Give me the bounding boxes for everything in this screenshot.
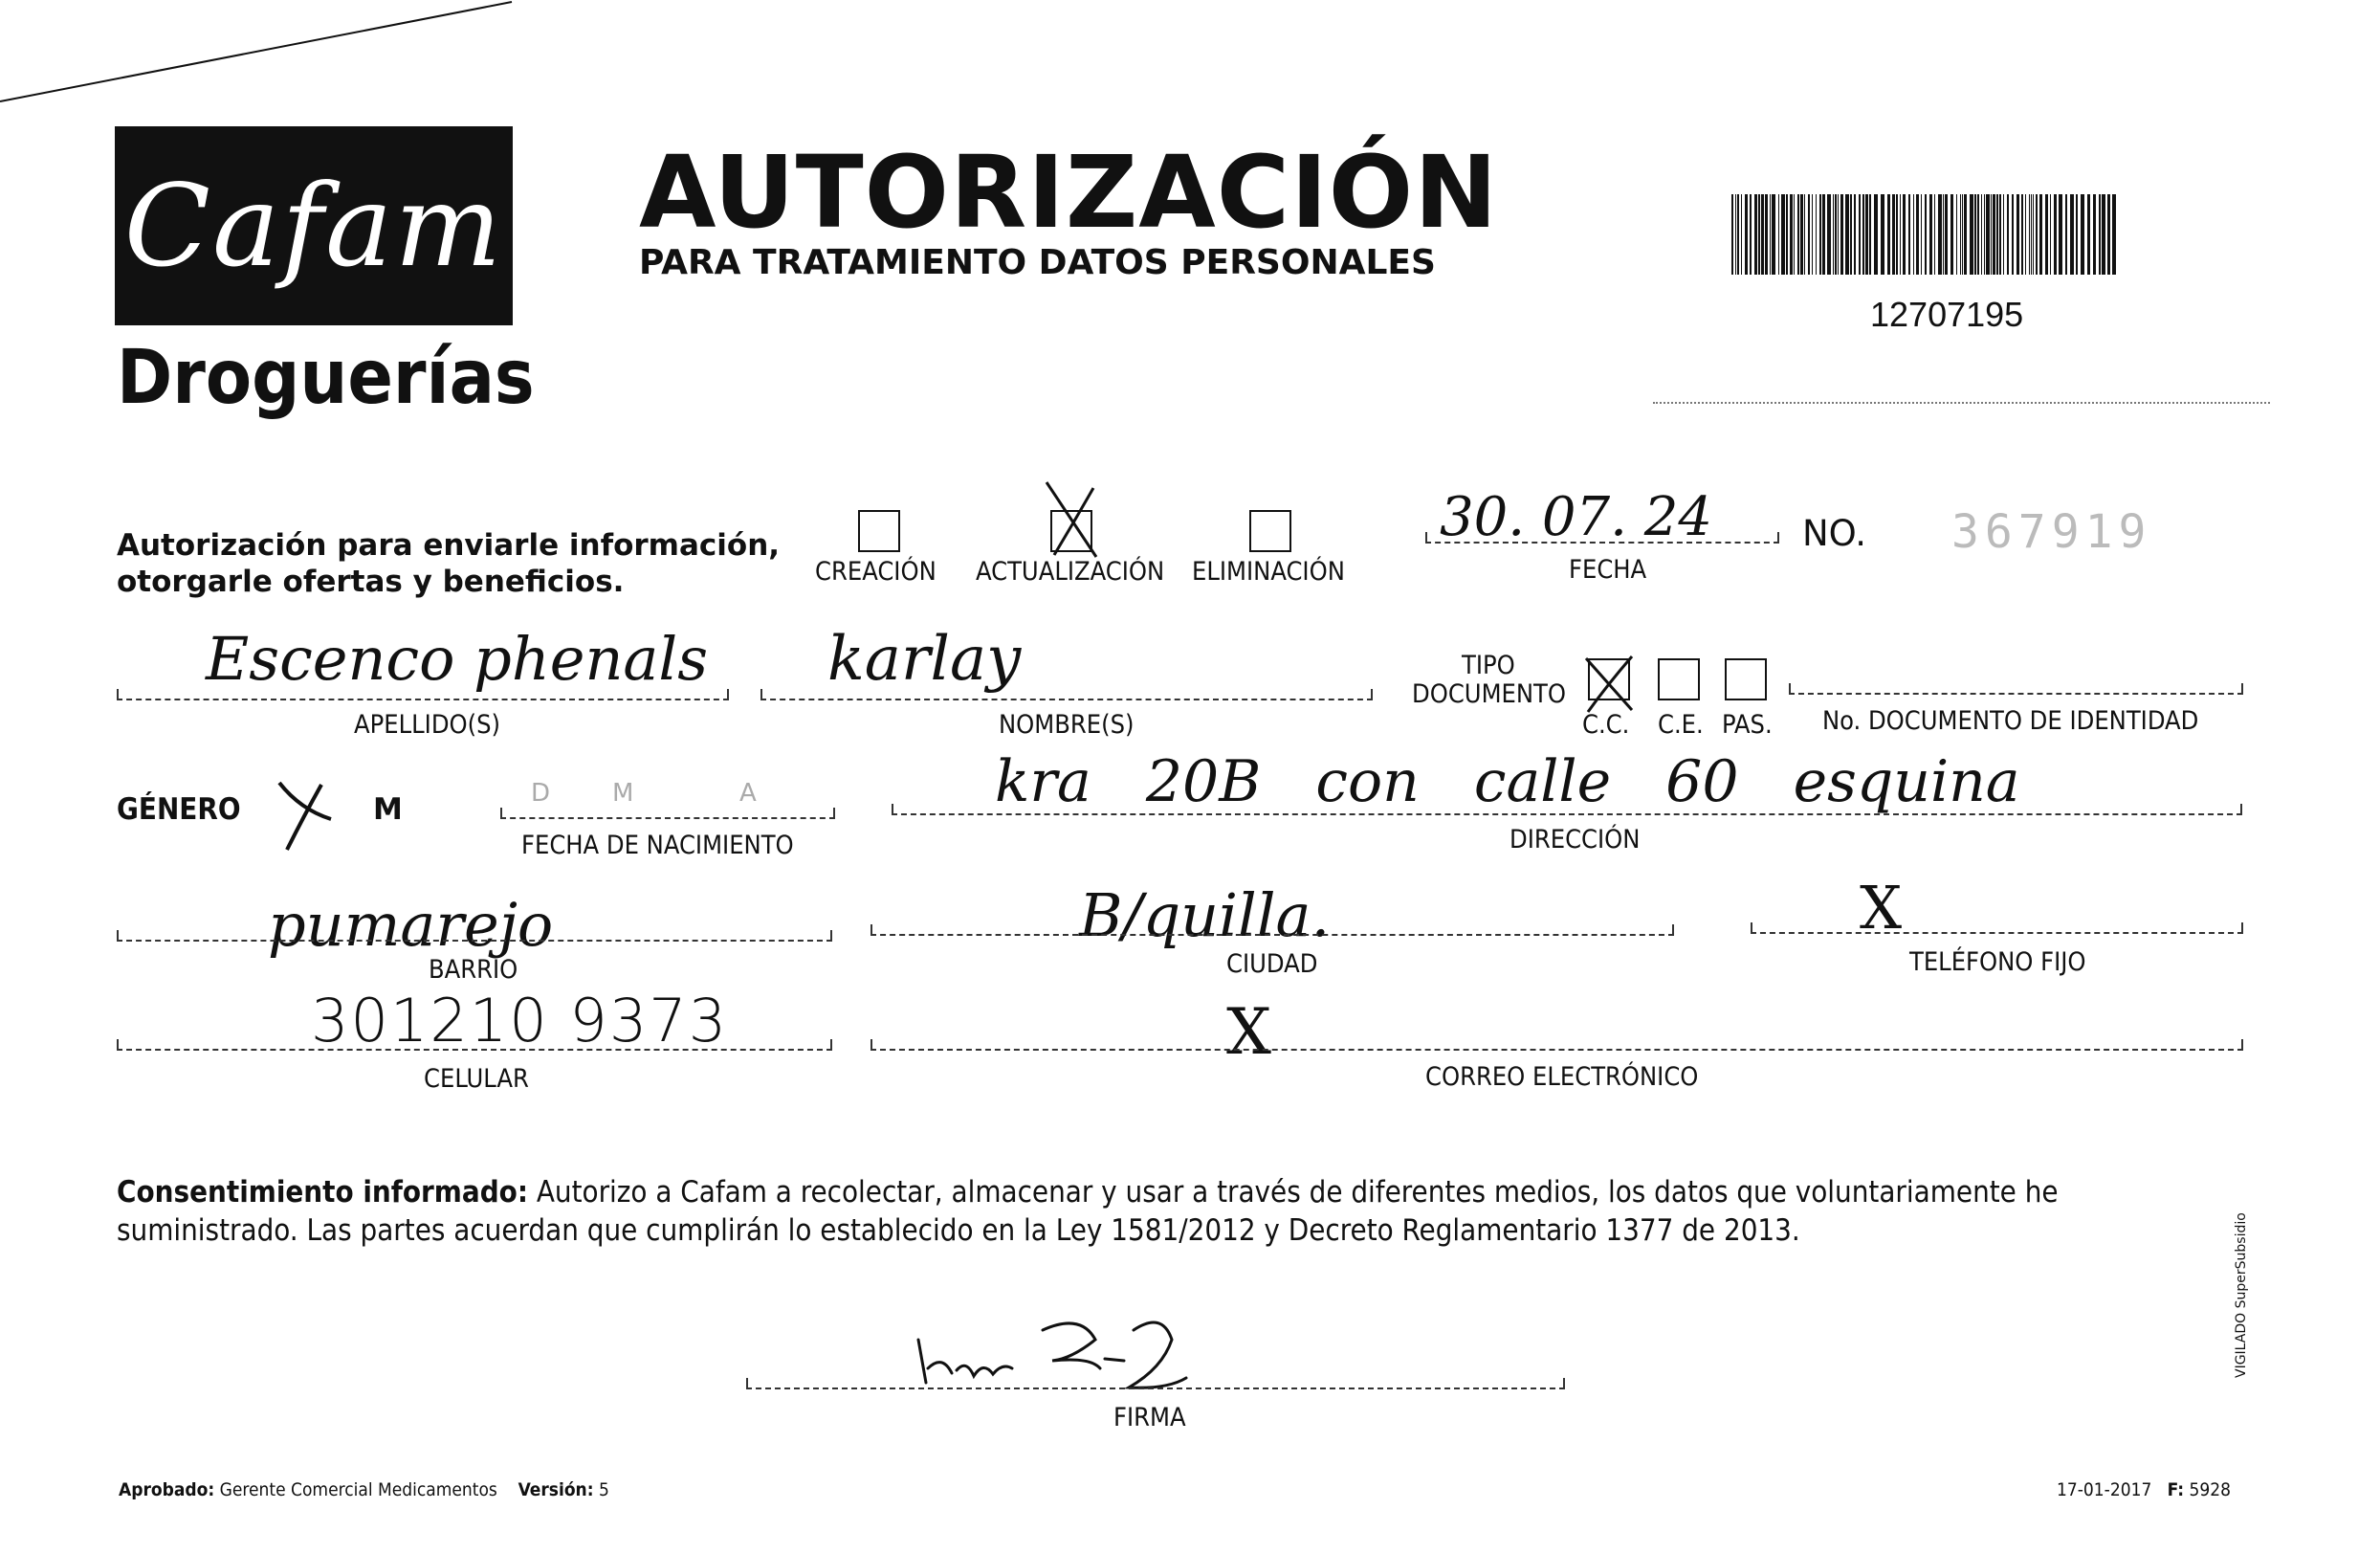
barcode-bar [2059,194,2062,275]
date-label: FECHA [1569,555,1647,585]
cell-line [117,1049,832,1051]
barcode-bar [1800,194,1803,275]
barcode-bar [1900,194,1901,275]
x-mark-cc [1578,651,1645,718]
form-label: F: [2167,1479,2185,1500]
barcode-bar [1731,194,1733,275]
label-creacion: CREACIÓN [815,557,937,587]
checkbox-eliminacion[interactable] [1249,510,1291,552]
barcode-bar [1913,194,1914,275]
barcode-bar [1887,194,1890,275]
no-label: NO. [1802,513,1867,554]
barcode-bar [1808,194,1810,275]
barcode-bar [1827,194,1831,275]
email-value: X [1226,995,1271,1069]
footer-right [2057,1479,2231,1500]
barcode-bar [2003,194,2004,275]
authorization-text-2: otorgarle ofertas y beneficios. [117,565,625,599]
form-subtitle: PARA TRATAMIENTO DATOS PERSONALES [639,243,1436,282]
checkbox-creacion[interactable] [858,510,900,552]
barcode-bar [1896,194,1898,275]
barcode-bar [1833,194,1834,275]
address-label: DIRECCIÓN [1510,825,1641,855]
barcode-bar [2112,194,2116,275]
barcode-bar [1838,194,1839,275]
footer-date: 17-01-2017 [2057,1479,2152,1500]
barcode-bar [2093,194,2096,275]
barcode-bar [1881,194,1884,275]
barcode-bar [2099,194,2101,275]
barcode-bar [2012,194,2014,275]
barcode-bar [1778,194,1779,275]
barcode-bar [1819,194,1821,275]
barcode-bar [1962,194,1963,275]
barcode-bar [1741,194,1742,275]
barcode-bar [1981,194,1982,275]
names-label: NOMBRE(S) [999,710,1135,740]
barcode-bar [2102,194,2105,275]
brand-droguerias: Droguerías [117,335,535,421]
surnames-label: APELLIDO(S) [354,710,501,740]
version-label: Versión: [518,1479,594,1500]
barcode-number: 12707195 [1870,295,2024,334]
x-mark-actualizacion [1041,478,1108,565]
doc-number-line [1789,693,2243,695]
consent-title: Consentimiento informado: [117,1175,528,1210]
barcode-bar [1745,194,1748,275]
barcode-bar [1735,194,1736,275]
phone-value: X [1860,873,1903,943]
vigilado-side-text: VIGILADO SuperSubsidio [2234,1212,2249,1378]
barcode-bar [2081,194,2084,275]
cell-value: 301210 9373 [311,986,729,1055]
barrio-label: BARRIO [429,955,518,985]
city-line [870,934,1674,936]
barcode-bar [1945,194,1948,275]
doc-type-label-2: DOCUMENTO [1412,679,1566,709]
date-value: 30. 07. 24 [1440,486,1712,548]
barcode-bar [2025,194,2026,275]
barcode-bar [1865,194,1868,275]
barcode-bar [1993,194,1995,275]
barcode-bar [2076,194,2078,275]
barcode-bar [1816,194,1817,275]
phone-label: TELÉFONO FIJO [1909,947,2086,977]
barcode-bar [1934,194,1935,275]
barcode-bar [1970,194,1973,275]
barcode-bar [1974,194,1976,275]
barcode-bar [1999,194,2001,275]
barcode-bar [1929,194,1932,275]
city-label: CIUDAD [1226,949,1318,979]
barcode-bar [2036,194,2038,275]
names-line [760,699,1373,700]
barcode-bar [2007,194,2009,275]
barcode-bar [2031,194,2032,275]
barcode-bar [2045,194,2048,275]
barcode-bar [1737,194,1739,275]
cell-label: CELULAR [424,1064,529,1094]
barcode-bar [2107,194,2110,275]
approved-label: Aprobado: [119,1479,215,1500]
barcode-bar [1869,194,1871,275]
barcode-bar [1754,194,1757,275]
barcode-bar [1835,194,1837,275]
barcode-bar [2029,194,2030,275]
barcode-bar [2033,194,2034,275]
barcode-bar [1859,194,1861,275]
barcode-bar [1977,194,1979,275]
gender-m-label: M [373,792,403,827]
barcode-bar [1812,194,1813,275]
surnames-line [117,699,729,700]
birth-line [500,817,835,819]
birth-month: M [612,779,634,808]
barcode-bar [2087,194,2090,275]
barcode-bar [1938,194,1942,275]
barcode-bar [1758,194,1760,275]
names-value: karlay [827,624,1022,695]
barcode-bar [1750,194,1752,275]
barcode-bar [2065,194,2067,275]
barcode-bar [1804,194,1805,275]
barcode-bar [1854,194,1856,275]
scan-edge-line [0,0,536,115]
barcode-bar [2016,194,2019,275]
barcode-bar [1845,194,1849,275]
signature-scribble [899,1301,1282,1407]
barcode-bar [1960,194,1961,275]
barcode-bar [1996,194,1998,275]
label-actualizacion: ACTUALIZACIÓN [976,557,1165,587]
barcode-bar [1925,194,1927,275]
barcode-bar [2050,194,2051,275]
phone-line [1751,932,2243,934]
barcode-bar [1822,194,1825,275]
city-value: B/quilla. [1079,880,1331,950]
checkbox-ce[interactable] [1658,658,1700,700]
barcode-bar [1964,194,1967,275]
approved-value: Gerente Comercial Medicamentos [214,1479,497,1500]
barcode [1731,194,2124,275]
authorization-text-1: Autorización para enviarle información, [117,528,781,563]
logo-text: Cafam [123,160,504,292]
consent-line-1 [117,1175,2059,1210]
barcode-bar [1908,194,1910,275]
barrio-value: pumarejo [268,890,554,960]
barcode-bar [2070,194,2074,275]
cafam-logo [115,126,513,325]
barcode-bar [1840,194,1843,275]
form-title: AUTORIZACIÓN [639,134,1499,251]
no-value: 367919 [1951,505,2152,559]
barcode-bar [1772,194,1775,275]
barcode-bar [1956,194,1957,275]
gender-label: GÉNERO [117,792,241,827]
barcode-bar [1903,194,1906,275]
barcode-bar [1781,194,1785,275]
barcode-bar [1790,194,1793,275]
surnames-value: Escenco phenals [206,624,709,694]
barcode-bar [1770,194,1771,275]
form-value: 5928 [2184,1479,2232,1500]
label-pas: PAS. [1722,710,1773,740]
checkbox-pas[interactable] [1725,658,1767,700]
barcode-bar [2054,194,2057,275]
barrio-line [117,940,832,942]
barcode-bar [2039,194,2042,275]
x-mark-gender-f [272,777,339,854]
consent-text-1: Autorizo a Cafam a recolectar, almacenar y usar a través de diferentes medios, los datos que voluntariamente he [527,1175,2059,1210]
barcode-bar [1916,194,1919,275]
label-eliminacion: ELIMINACIÓN [1192,557,1345,587]
barcode-bar [1797,194,1799,275]
doc-number-label: No. DOCUMENTO DE IDENTIDAD [1822,706,2199,736]
barcode-bar [1892,194,1895,275]
address-value: kra 20B con calle 60 esquina [995,748,2020,815]
footer-approved [119,1479,609,1500]
barcode-bar [1991,194,1992,275]
dotted-separator [1653,402,2270,404]
barcode-bar [2021,194,2023,275]
consent-text-2: suministrado. Las partes acuerdan que cumplirán lo establecido en la Ley 1581/2012 y Decreto Reglamentario 1377 de 2013. [117,1213,1800,1248]
signature-label: FIRMA [1113,1403,1186,1432]
barcode-bar [1943,194,1944,275]
birth-year: A [739,779,757,808]
barcode-bar [1786,194,1788,275]
barcode-bar [1794,194,1795,275]
date-line [1425,542,1779,544]
barcode-bar [1874,194,1878,275]
barcode-bar [1761,194,1764,275]
barcode-bar [1984,194,1985,275]
label-ce: C.E. [1658,710,1704,740]
barcode-bar [1850,194,1852,275]
email-label: CORREO ELECTRÓNICO [1425,1062,1699,1092]
barcode-bar [1765,194,1768,275]
signature-line [746,1388,1565,1389]
barcode-bar [1986,194,1990,275]
birth-day: D [531,779,551,808]
email-line [870,1049,2243,1051]
barcode-bar [1950,194,1953,275]
version-value: 5 [593,1479,609,1500]
birth-label: FECHA DE NACIMIENTO [521,831,794,860]
barcode-bar [1921,194,1922,275]
label-cc: C.C. [1582,710,1630,740]
doc-type-label-1: TIPO [1462,651,1515,680]
address-line [892,813,2242,815]
barcode-bar [1862,194,1864,275]
